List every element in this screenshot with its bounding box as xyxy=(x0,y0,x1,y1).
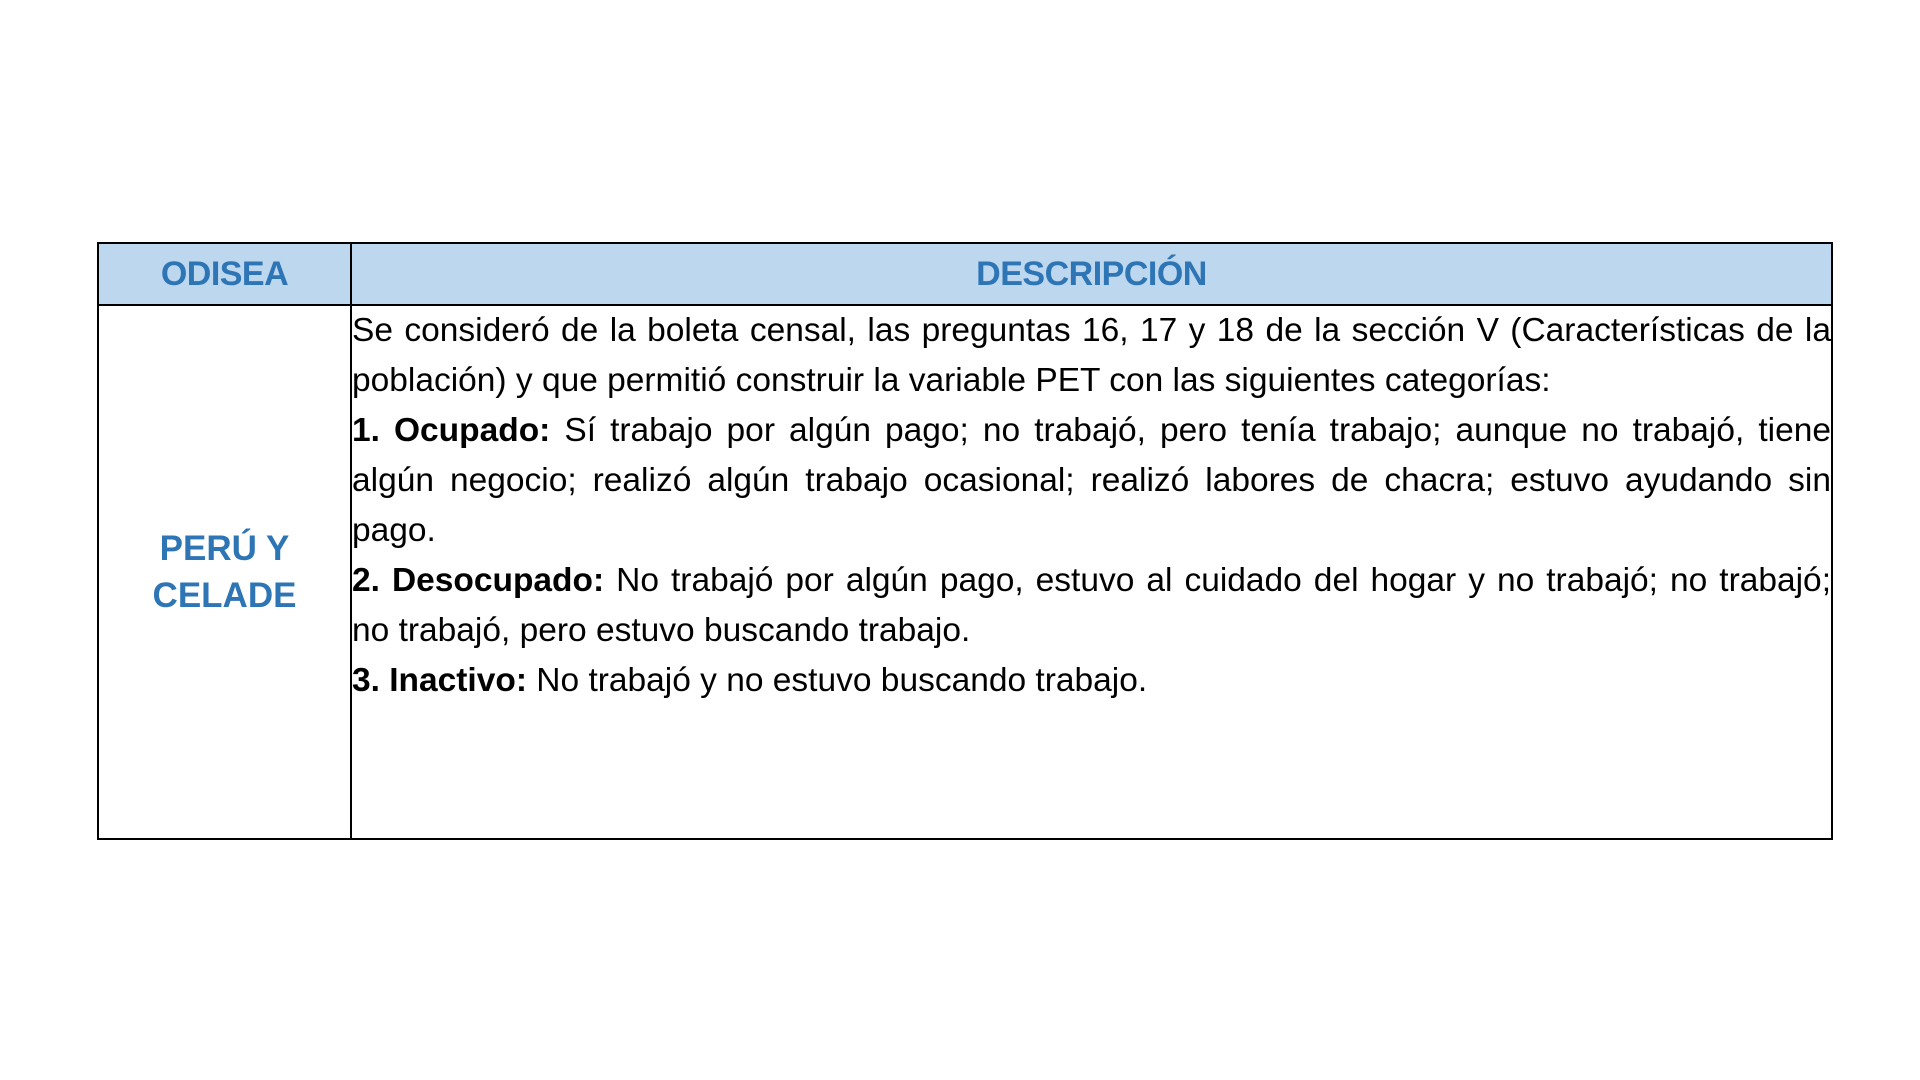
category-text: No trabajó por algún pago, estuvo al cuidado del hogar y no trabajó; no trabajó; no trabajó, pero estuvo buscando trabajo. xyxy=(352,562,1831,649)
definition-table xyxy=(97,242,1833,840)
category-text: No trabajó y no estuvo buscando trabajo. xyxy=(527,662,1148,699)
description-cell xyxy=(351,305,1832,839)
country-label-line2: CELADE xyxy=(152,576,297,615)
category-item-desocupado xyxy=(352,556,1831,656)
country-cell xyxy=(98,305,351,839)
country-label-line1: PERÚ Y xyxy=(159,529,290,568)
table-header-row xyxy=(98,243,1832,305)
table-row xyxy=(98,305,1832,839)
category-item-ocupado xyxy=(352,406,1831,556)
header-descripcion: DESCRIPCIÓN xyxy=(351,243,1832,305)
description-intro: Se consideró de la boleta censal, las preguntas 16, 17 y 18 de la sección V (Características de la población) y que permitió construir la variable PET con las siguientes categorías: xyxy=(352,312,1831,399)
category-item-inactivo xyxy=(352,656,1831,706)
category-text: Sí trabajo por algún pago; no trabajó, pero tenía trabajo; aunque no trabajó, tiene algún negocio; realizó algún trabajo ocasional; realizó labores de chacra; estuvo ayudando sin pago. xyxy=(352,412,1832,549)
category-label: 1. Ocupado: xyxy=(352,412,551,449)
category-label: 2. Desocupado: xyxy=(352,562,605,599)
header-odisea: ODISEA xyxy=(98,243,351,305)
category-label: 3. Inactivo: xyxy=(352,662,527,699)
